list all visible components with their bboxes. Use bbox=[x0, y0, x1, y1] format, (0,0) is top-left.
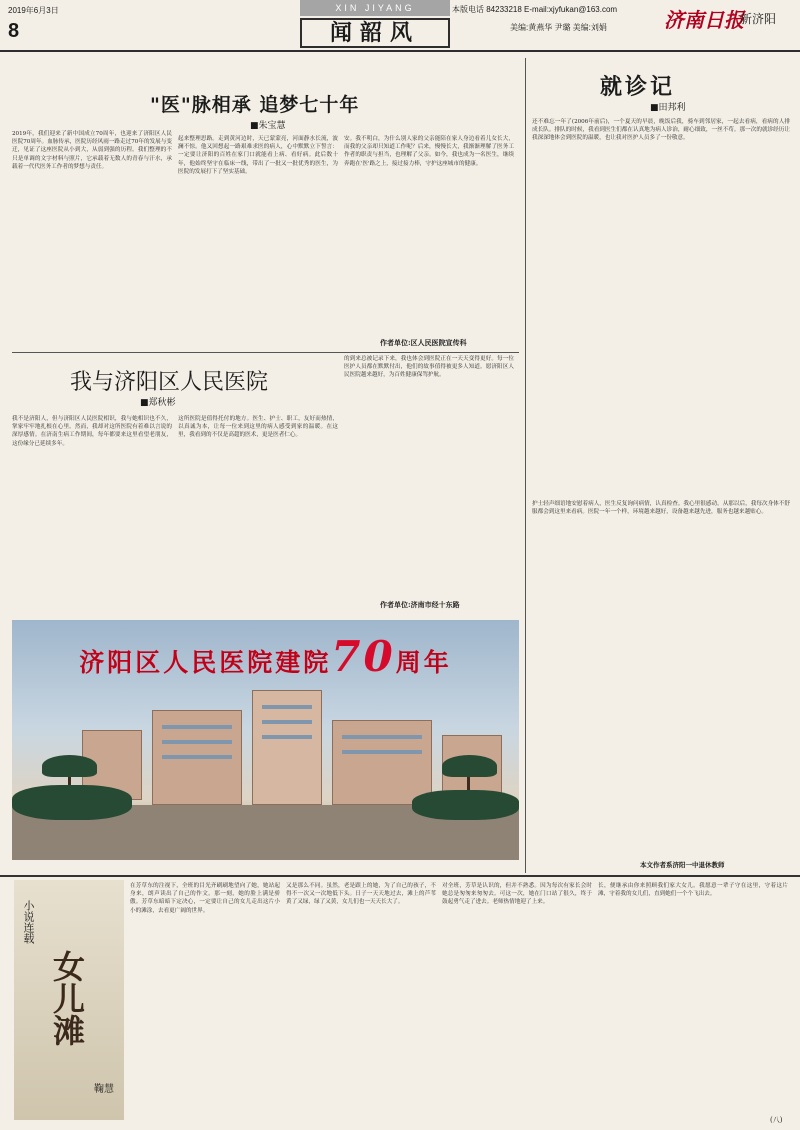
divider bbox=[12, 352, 519, 353]
windows bbox=[162, 740, 232, 744]
article4-col3: 对全班，芳草是认识的，但并不熟悉。因为每次有家长会时她总是匆匆来匆匆去。可这一次，她在门口站了很久，终于鼓起勇气走了进去。老师热情地迎了上来。 bbox=[442, 883, 592, 906]
serial-illustration bbox=[14, 880, 124, 1120]
article1-title: "医"脉相承 追梦七十年 bbox=[150, 94, 360, 116]
article3-byline: ■田邦利 bbox=[650, 103, 686, 113]
banner-number: 70 bbox=[331, 632, 396, 681]
section-title: 闻韶风 bbox=[300, 18, 450, 48]
serial-title: 女儿滩 bbox=[48, 950, 86, 1046]
article3-col1: 还不难忘一年了(2006年前后)，一个夏天的早晨，晚饭后我，骑车到邻居家，一起去看病，看病的人排成长队。排队的时候，我看到医生们都在认真地为病人诊治，耐心细致，一丝不苟。那一次的就诊经历让我深深地体会到医院的温暖，也让我对医护人员多了一份敬意。 bbox=[532, 119, 790, 142]
article4-col2: 又是那么不同。虽然，老是跟上的她，为了自己的孩子，不得不一次又一次地低下头。日子一天天地过去，滩上的芦苇黄了又绿，绿了又黄，女儿们也一天天长大了。 bbox=[286, 883, 436, 906]
page-header bbox=[0, 0, 800, 60]
article1-col3: 安。我不明白，为什么别人家的父亲能陪在家人身边看着儿女长大，而我的父亲却只知道工作呢？后来，慢慢长大，我渐渐理解了医务工作者的职责与担当，也理解了父亲。如今，我也成为一名医生，继续奔跑在'医'路之上，接过接力棒，守护这座城市的健康。 bbox=[344, 136, 514, 167]
serial-continued: (八) bbox=[770, 1116, 783, 1124]
article3-footnote: 本文作者系济阳一中退休教师 bbox=[640, 861, 725, 869]
windows bbox=[162, 755, 232, 759]
banner-text: 济阳区人民医院建院 bbox=[79, 648, 332, 677]
article1-byline: ■朱宝慧 bbox=[250, 121, 286, 131]
shrubs bbox=[412, 790, 519, 820]
article2-byline: ■郑秋彬 bbox=[140, 398, 176, 408]
banner-suffix: 周年 bbox=[395, 648, 452, 677]
hospital-photo bbox=[12, 620, 519, 860]
article2-col3: 的到来总被记录下来，我也体会到医院正在一天天变得更好。每一位医护人员都在默默付出，他们的故事值得被更多人知道。愿济阳区人民医院越来越好，为百姓健康保驾护航。 bbox=[344, 356, 514, 379]
bottom-rule bbox=[0, 875, 800, 877]
windows bbox=[162, 725, 232, 729]
editor-credits: 美编:黄燕华 尹璐 美编:刘娟 bbox=[510, 23, 607, 32]
page-number: 8 bbox=[8, 20, 20, 42]
article1-col1: 2019年，我们迎来了新中国成立70周年，也迎来了济阳区人民医院70周年。血脉传承，医院历经风雨一路走过70年的发展与变迁，见证了这座医院从小到大，从弱到强的历程。我们整理的不只是单调的文字材料与照片，它承载着无数人的青春与汗水，承载着一代代医务工作者的梦想与责任。 bbox=[12, 131, 172, 170]
windows bbox=[262, 720, 312, 724]
article1-col2: 起来整理思路。走到黄河边时，天已蒙蒙亮，河面静水长流，波澜不惊。他又回想起一路艰难求医的病人，心中默默立下誓言：一定要让济阳的百姓在家门口就能看上病、看好病。此后数十年，他始终坚守在临床一线，带出了一批又一批优秀的医生，为医院的发展打下了坚实基础。 bbox=[178, 136, 338, 175]
article3-col2: 护士轻声细语地安慰着病人，医生反复询问病情，认真检查。我心里很感动。从那以后，我每次身体不舒服都会到这里来看病。医院一年一个样，环境越来越好，设备越来越先进，服务也越来越贴心。 bbox=[532, 501, 790, 516]
windows bbox=[262, 705, 312, 709]
windows bbox=[342, 750, 422, 754]
article2-col1: 我不是济阳人，但与济阳区人民医院相识，我与她相识也不久，掌家牢牢地扎根在心里。然而，我却对这所医院有着难以言说的深厚感情。在济南生病工作期间，每年都要来这里看望老朋友，这份缘分已延续多年。 bbox=[12, 416, 172, 447]
palm-tree bbox=[42, 755, 97, 777]
serial-label: 小说连载 bbox=[22, 900, 35, 944]
section-band: XIN JIYANG bbox=[300, 0, 450, 16]
windows bbox=[262, 735, 312, 739]
article4-col4: 长，便继承由你来照顾我们家大女儿。我愿意一辈子守在这里，守着这片滩，守着我的女儿们，直到她们一个个飞出去。 bbox=[598, 883, 788, 898]
article2-col2: 这所医院是值得托付的地方。医生、护士、职工，友好而热情，以真诚为本，让每一位来到这里的病人感受到家的温暖。在这里，我看到的不仅是高超的医术，更是医者仁心。 bbox=[178, 416, 338, 439]
newspaper-masthead: 济南日报 bbox=[664, 8, 744, 32]
column-divider bbox=[525, 58, 526, 873]
anniversary-banner bbox=[12, 632, 519, 681]
article3-title: 就诊记 bbox=[600, 74, 676, 100]
building bbox=[332, 720, 432, 805]
article1-footnote: 作者单位:区人民医院宣传科 bbox=[380, 338, 467, 347]
header-rule bbox=[0, 50, 800, 52]
windows bbox=[342, 735, 422, 739]
palm-tree bbox=[442, 755, 497, 777]
masthead-subtitle: 新济阳 bbox=[740, 12, 777, 26]
contact-info: 本版电话 84233218 E-mail:xjyfukan@163.com bbox=[452, 5, 618, 14]
article2-title: 我与济阳区人民医院 bbox=[70, 369, 269, 394]
issue-date: 2019年6月3日 bbox=[8, 6, 59, 15]
article4-col1: 在芳草东的注视下，全班的目光齐刷刷地望向了她，她站起身来，朗声读出了自己的作文。那一刻，她的脸上满是骄傲。芳草东暗暗下定决心，一定要让自己的女儿走出这片小小的滩涂，去看更广阔的世界。 bbox=[130, 883, 280, 914]
article2-footnote: 作者单位:济南市经十东路 bbox=[380, 600, 460, 609]
shrubs bbox=[12, 785, 132, 820]
serial-author: 鞠慧 bbox=[94, 1084, 114, 1095]
